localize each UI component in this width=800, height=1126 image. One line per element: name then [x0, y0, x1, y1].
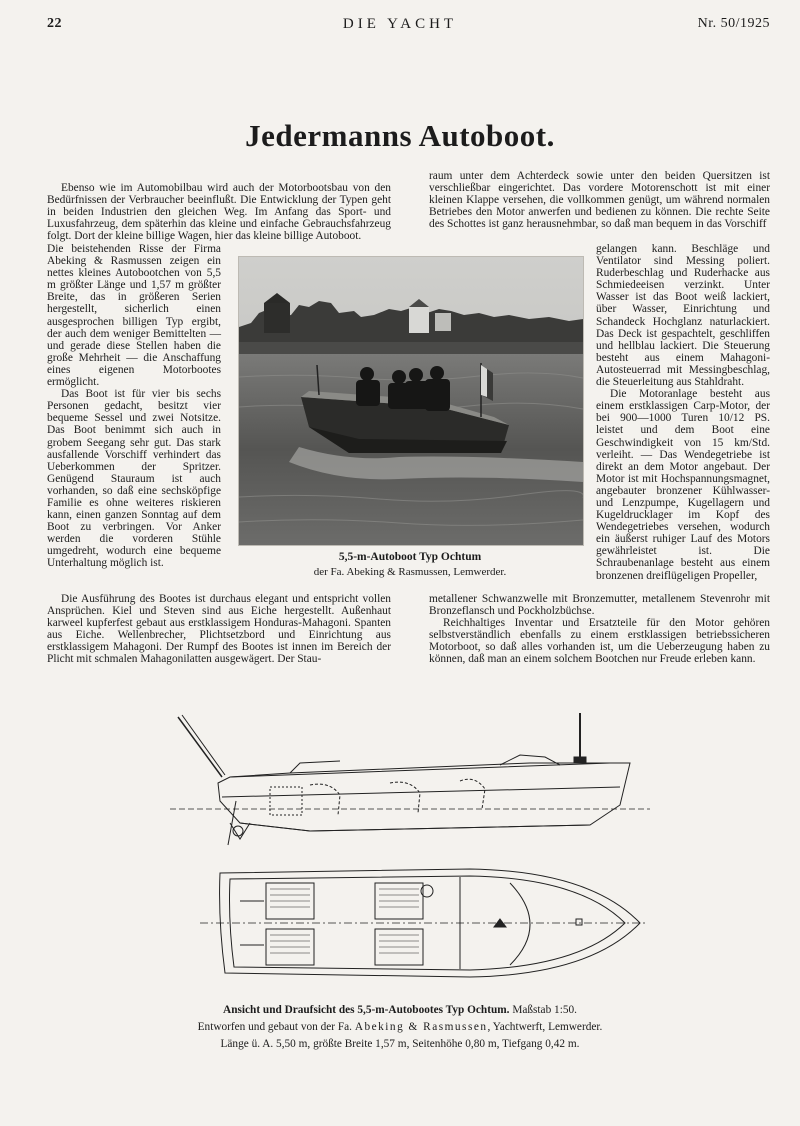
boat-photo	[238, 256, 584, 546]
drawing-caption-dimensions: Länge ü. A. 5,50 m, größte Breite 1,57 m, Seitenhöhe 0,80 m, Tiefgang 0,42 m.	[220, 1038, 580, 1050]
left-column-bottom	[47, 593, 391, 666]
side-elevation-drawing	[170, 713, 650, 845]
drawing-caption-builder-line	[0, 1021, 800, 1033]
page-number: 22	[47, 16, 62, 31]
paragraph-risse: Die beistehenden Risse der Firma Abeking & Rasmussen zeigen ein nettes kleines Autobootchen von 5,5 m größter Länge und 1,57 m größter Breite, das in größeren Serien hergestellt, sicherlich einen ausgesprochen billigen Typ ergibt, der auch dem weniger Bemittelten — und gerade diese Stellen haben die große Mehrheit — die Anschaffung eines eigenen Motorbootes ermöglicht.	[47, 243, 221, 389]
issue-number: Nr. 50/1925	[697, 16, 770, 31]
plan-view-drawing	[200, 869, 648, 977]
photo-caption-credit: der Fa. Abeking & Rasmussen, Lemwerder.	[313, 566, 507, 578]
photo-caption-title: 5,5-m-Autoboot Typ Ochtum	[338, 551, 482, 563]
drawing-caption-builder-prefix: Entworfen und gebaut von der Fa.	[197, 1021, 352, 1033]
drawing-caption-builder-suffix: , Yachtwerft, Lemwerder.	[487, 1021, 603, 1033]
paragraph-beschlaege: gelangen kann. Beschläge und Ventilator sind Messing poliert. Ruderbeschlag und Ruderhacke aus Schmiedeeisen verzinkt. Unter Wasser ist das Boot weiß lackiert, über Wasser, Einrichtung und Schandeck Hochglanz naturlackiert. Das Deck ist gespachtelt, geschliffen und hellblau lackiert. Die Steuerung besteht aus einem Mahagoni-Autosteuerrad mit Messingbeschlag, die Steuerleitung aus Stahldraht.	[596, 243, 770, 389]
boat-technical-drawing	[170, 705, 650, 995]
paragraph-motoranlage: Die Motoranlage besteht aus einem erstklassigen Carp-Motor, der bei 900—1000 Turen 10/12 PS. leistet und dem Boot eine Geschwindigkeit von 15 km/Std. verleiht. — Das Wendegetriebe ist direkt an dem Motor angebaut. Der Motor ist mit Hochspannungsmagnet, angebauter bronzener Kühlwasser- und Lenzpumpe, Kugellagern und Kugeldrucklager im Kopf des Wendegetriebes versehen, wodurch ein äußerst ruhiger Lauf des Motors gewährleistet ist. Die Schraubenanlage besteht aus einem bronzenen dreiflügeligen Propeller,	[596, 388, 770, 582]
article-title: Jedermanns Autoboot.	[245, 118, 555, 153]
right-column-narrow	[596, 243, 770, 582]
boat-photo-image	[239, 257, 583, 545]
right-column-bottom	[429, 593, 770, 666]
paragraph-inventar: Reichhaltiges Inventar und Ersatzteile für den Motor gehören selbstverständlich ebenfalls zu einem erstklassigen betriebssicheren Motorboot, so daß alles vorhanden ist, um die Ueberzeugung haben zu können, daß man an einem solchem Bootchen nur Freude erleben kann.	[429, 617, 770, 666]
drawing-caption-builder-name: Abeking & Rasmussen	[354, 1021, 488, 1033]
drawing-caption-scale: Maßstab 1:50.	[512, 1004, 577, 1016]
paragraph-schwanzwelle: metallener Schwanzwelle mit Bronzemutter, metallenem Stevenrohr mit Bronzeflansch und Pockholzbüchse.	[429, 593, 770, 618]
left-column-top	[47, 182, 391, 242]
paragraph-stauraum: raum unter dem Achterdeck sowie unter den beiden Quersitzen ist verschließbar eingerichtet. Das vordere Motorenschott ist mit einer kleinen Klappe versehen, die vollkommen genügt, um während normalen Betriebes den Motor anwerfen und bedienen zu können. Die rechte Seite des Schottes ist ganz herausnehmbar, so daß man bequem in das Vorschiff	[429, 170, 770, 231]
right-column-top	[429, 170, 770, 230]
drawing-caption-title-line	[0, 1004, 800, 1016]
journal-title: DIE YACHT	[342, 16, 458, 32]
drawing-caption-title: Ansicht und Draufsicht des 5,5-m-Autobootes Typ Ochtum.	[223, 1004, 510, 1016]
paragraph-boot: Das Boot ist für vier bis sechs Personen gedacht, besitzt vier bequeme Sessel und zwei Notsitze. Das Boot benimmt sich auch in grobem Seegang sehr gut. Das stark ausfallende Vorschiff verhindert das Ueberkommen der Spritzer. Genügend Stauraum ist auch vorhanden, so daß eine sechsköpfige Familie es ohne weiteres riskieren kann, einen ganzen Sonntag auf dem Boot zu verbringen. Vor Anker werden die vorderen Stühle umgedreht, wodurch eine bequeme Unterhaltung möglich ist.	[47, 388, 221, 570]
paragraph-intro: Ebenso wie im Automobilbau wird auch der Motorbootsbau von den Bedürfnissen der Verbraucher beeinflußt. Die Entwicklung der Typen geht in beiden Industrien den gleichen Weg. Im Anfang das Sport- und Luxusfahrzeug, dem späterhin das kleine und einfache Gebrauchsfahrzeug folgt. Dort der kleine billige Wagen, hier das kleine billige Autoboot.	[47, 182, 391, 243]
paragraph-ausfuehrung: Die Ausführung des Bootes ist durchaus elegant und entspricht vollen Ansprüchen. Kiel und Steven sind aus Eiche hergestellt. Außenhaut karweel kupferfest gebaut aus erstklassigem Honduras-Mahagoni. Spanten aus Eiche. Wellenbrecher, Plichtsetzbord und Einrichtung aus erstklassigem Mahagoni. Der Rumpf des Bootes ist innen im Bereich der Plicht mit schmalen Mahagonilatten ausgewägert. Der Stau-	[47, 593, 391, 666]
left-column-narrow	[47, 243, 221, 570]
